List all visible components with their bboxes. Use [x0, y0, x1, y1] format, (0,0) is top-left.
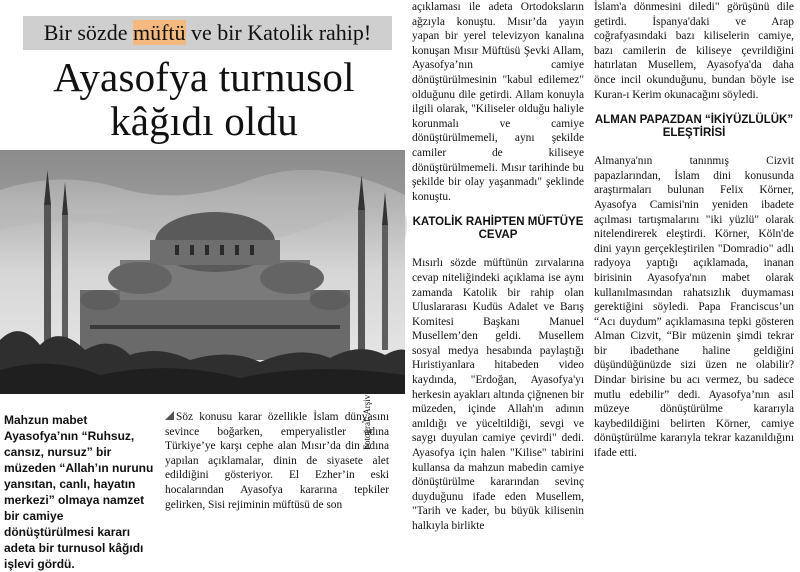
kicker-pre: Bir sözde [43, 20, 133, 45]
column-3-paragraph-1: açıklaması ile adeta Ortodoksların ağzıyla konuştu. Mısır’da yayın yapan bir yerel televizyon kanalına konuşan Mısır Müftüsü Şevki Allam, Ayasofya’nın camiye dönüştürülmesinin "kabul edilemez" olduğunu dile getirdi. Allam konuyla ilgili olarak, "Kiliseler olduğu haliyle korunmalı ve camiye dönüştürülmemeli, aynı şekilde camiler de kiliseye dönüştürülmemeli. Mısır tarihinde bu şekilde bir olay yaşanmadı" şeklinde konuştu. [412, 1, 584, 203]
hagia-sophia-illustration [0, 150, 405, 394]
kicker-highlight: müftü [132, 20, 186, 45]
hagia-sophia-photo [0, 150, 405, 450]
column-3-paragraph-2: Mısırlı sözde müftünün zırvalarına cevap niteliğindeki açıklama ise aynı zamanda Katolik bir rahip olan Uluslararası Kudüs Adalet ve Barış Komitesi Başkanı Manuel Musellem’den geldi. Musellem sosyal medya hesabında paylaştığı Hıristiyanlara hitabeden video kaydında, "Erdoğan, Ayasofya'yı herkesin ayakları altında çiğnenen bir müzeden, içinde Allah'ın adının anıldığı ve yüceltildiği, sevgi ve saygı duyulan camiye çevirdi" dedi. Ayasofya için halen "Kilise" tabirini kullansa da mahzun mabedin camiye dönüştürülme kararından sevinç duyduğunu ifade eden Musellem, "Tarih ve kader, bu büyük kilisenin halkıyla birlikte [412, 257, 584, 532]
kicker-post: ve bir Katolik rahip! [185, 20, 372, 45]
column-2 [165, 410, 389, 512]
photo-credit: Fotoğraf: Arşiv [362, 394, 372, 450]
column-4 [594, 0, 794, 461]
headline-line-2: kâğıdı oldu [110, 98, 298, 144]
column-2-text: Söz konusu karar özellikle İslam dünyasını sevince boğarken, emperyalistler adına Türkiye’ye karşı cephe alan Mısır’da din adına yapılan açıklamalar, dinin de siyasete alet edildiğini gösteriyor. El Ezher’in eski hocalarından Ayasofya kararına tepkiler gelirken, Sisi rejiminin müftüsü de son [165, 411, 389, 511]
kicker-banner [23, 16, 392, 50]
subheading-katolik-rahip: KATOLİK RAHİPTEN MÜFTÜYE CEVAP [412, 216, 584, 242]
column-2-paragraph [165, 410, 389, 512]
headline [0, 55, 408, 143]
lead-paragraph: Mahzun mabet Ayasofya’nın “Ruhsuz, cansız, nursuz” bir müzeden “Allah’ın nurunu yansıtan, canlı, hayatın merkezi” olmaya namzet bir camiye dönüştürülmesi kararı adeta bir turnusol kâğıdı işlevi gördü. [4, 413, 154, 571]
headline-line-1: Ayasofya turnusol [53, 54, 355, 100]
subheading-alman-papaz: ALMAN PAPAZDAN “İKİYÜZLÜLÜK” ELEŞTİRİSİ [594, 114, 794, 140]
column-4-paragraph-1: İslam'a dönmesini diledi" görüşünü dile getirdi. İspanya'daki ve Arap coğrafyasındaki bazı kiliselerin camiye, bazı camilerin de kiliseye çevrildiğini hatırlatan Musellem, Ayasofya'da daha önce incil okunduğunu, bundan böyle ise Kuran-ı Kerim okunacağını söyledi. [594, 1, 794, 101]
column-3 [412, 0, 584, 534]
column-4-paragraph-2: Almanya'nın tanınmış Cizvit papazlarından, İslam dini konusunda araştırmaları bulunan Felix Körner, Ayasofya Camisi'nin yeniden ibadete açılması tartışmalarını "iki yüzlü" olarak nitelendirerek eleştirdi. Körner, Köln'de dini yayın gerçekleştirilen "Domradio" adlı radyoya yaptığı açıklamada, inanan birisinin Ayasofya'nın mabet olarak kullanılmasından rahatsızlık duymaması gerektiğini söyledi. Papa Franciscus’un “Acı duydum” açıklamasına tepki gösteren Alman Cizvit, “Bir müzenin şimdi tekrar bir ibadethane haline geldiğini düşündüğünüzde sizi üzen ne olabilir? Dindar birisine bu acı vermez, bu sadece mutlu edebilir” dedi. Ayasofya’nın asıl müzeye dönüştürülme kararıyla kaybedildiğini belirten Körner, camiye dönüştürülme kararıyla tekrar kazanıldığını ifade etti. [594, 155, 794, 460]
triangle-icon [165, 411, 174, 420]
